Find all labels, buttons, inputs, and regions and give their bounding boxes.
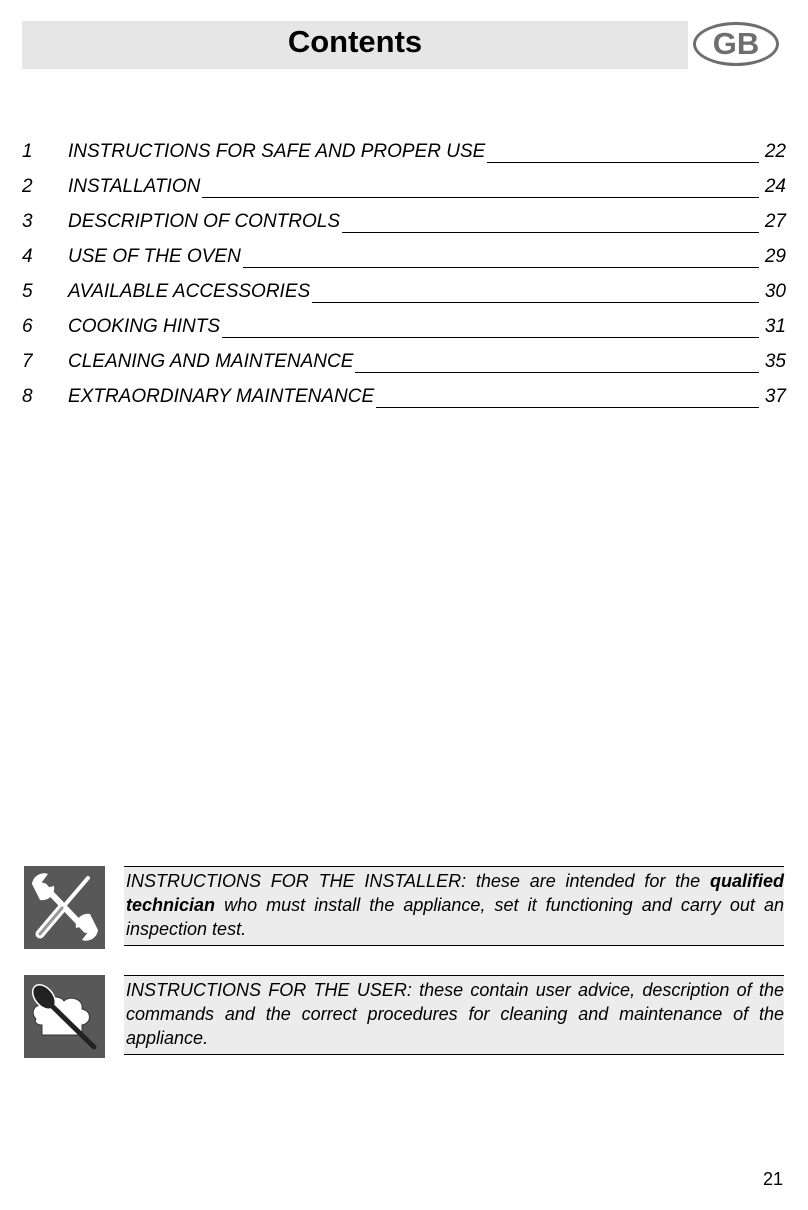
toc-number: 8 — [22, 386, 33, 407]
toc-title: CLEANING AND MAINTENANCE — [68, 351, 354, 372]
toc-entry[interactable] — [22, 171, 786, 206]
toc-entry[interactable] — [22, 346, 786, 381]
toc-title: AVAILABLE ACCESSORIES — [68, 281, 311, 302]
toc-page: 29 — [764, 246, 786, 267]
language-badge: GB — [693, 22, 779, 66]
toc-page: 27 — [764, 211, 786, 232]
toc-title: INSTRUCTIONS FOR SAFE AND PROPER USE — [68, 141, 486, 162]
toc-leader — [376, 407, 759, 408]
toc-entry[interactable] — [22, 206, 786, 241]
toc-entry[interactable] — [22, 381, 786, 416]
toc-leader — [355, 372, 759, 373]
chef-spoon-icon — [24, 975, 105, 1058]
toc-leader — [243, 267, 759, 268]
toc-page: 37 — [764, 386, 786, 407]
toc-number: 6 — [22, 316, 33, 337]
toc-page: 24 — [764, 176, 786, 197]
toc-leader — [342, 232, 759, 233]
toc-number: 1 — [22, 141, 33, 162]
page-number: 21 — [762, 1169, 783, 1189]
tools-icon — [24, 866, 105, 949]
toc-page: 35 — [764, 351, 786, 372]
toc-leader — [222, 337, 759, 338]
toc-title: EXTRAORDINARY MAINTENANCE — [68, 386, 375, 407]
toc-title: COOKING HINTS — [68, 316, 221, 337]
toc-page: 22 — [764, 141, 786, 162]
toc-leader — [487, 162, 759, 163]
toc-entry[interactable] — [22, 136, 786, 171]
toc-number: 4 — [22, 246, 33, 267]
toc-entry[interactable] — [22, 311, 786, 346]
user-notice — [22, 975, 784, 1063]
toc-entry[interactable] — [22, 241, 786, 276]
toc-number: 5 — [22, 281, 33, 302]
toc-page: 30 — [764, 281, 786, 302]
toc-number: 3 — [22, 211, 33, 232]
toc-leader — [312, 302, 759, 303]
toc-number: 2 — [22, 176, 33, 197]
table-of-contents — [22, 136, 786, 416]
installer-notice-text: INSTRUCTIONS FOR THE INSTALLER: these are intended for the qualified technician who must install the appliance, set it functioning and carry out an inspection test. — [124, 866, 784, 946]
toc-page: 31 — [764, 316, 786, 337]
installer-notice — [22, 866, 784, 954]
toc-title: INSTALLATION — [68, 176, 201, 197]
toc-title: DESCRIPTION OF CONTROLS — [68, 211, 341, 232]
toc-leader — [202, 197, 759, 198]
toc-number: 7 — [22, 351, 33, 372]
toc-entry[interactable] — [22, 276, 786, 311]
user-notice-text: INSTRUCTIONS FOR THE USER: these contain user advice, description of the commands and the correct procedures for cleaning and maintenance of the appliance. — [124, 975, 784, 1055]
toc-title: USE OF THE OVEN — [68, 246, 241, 267]
page-title: Contents — [287, 24, 423, 59]
